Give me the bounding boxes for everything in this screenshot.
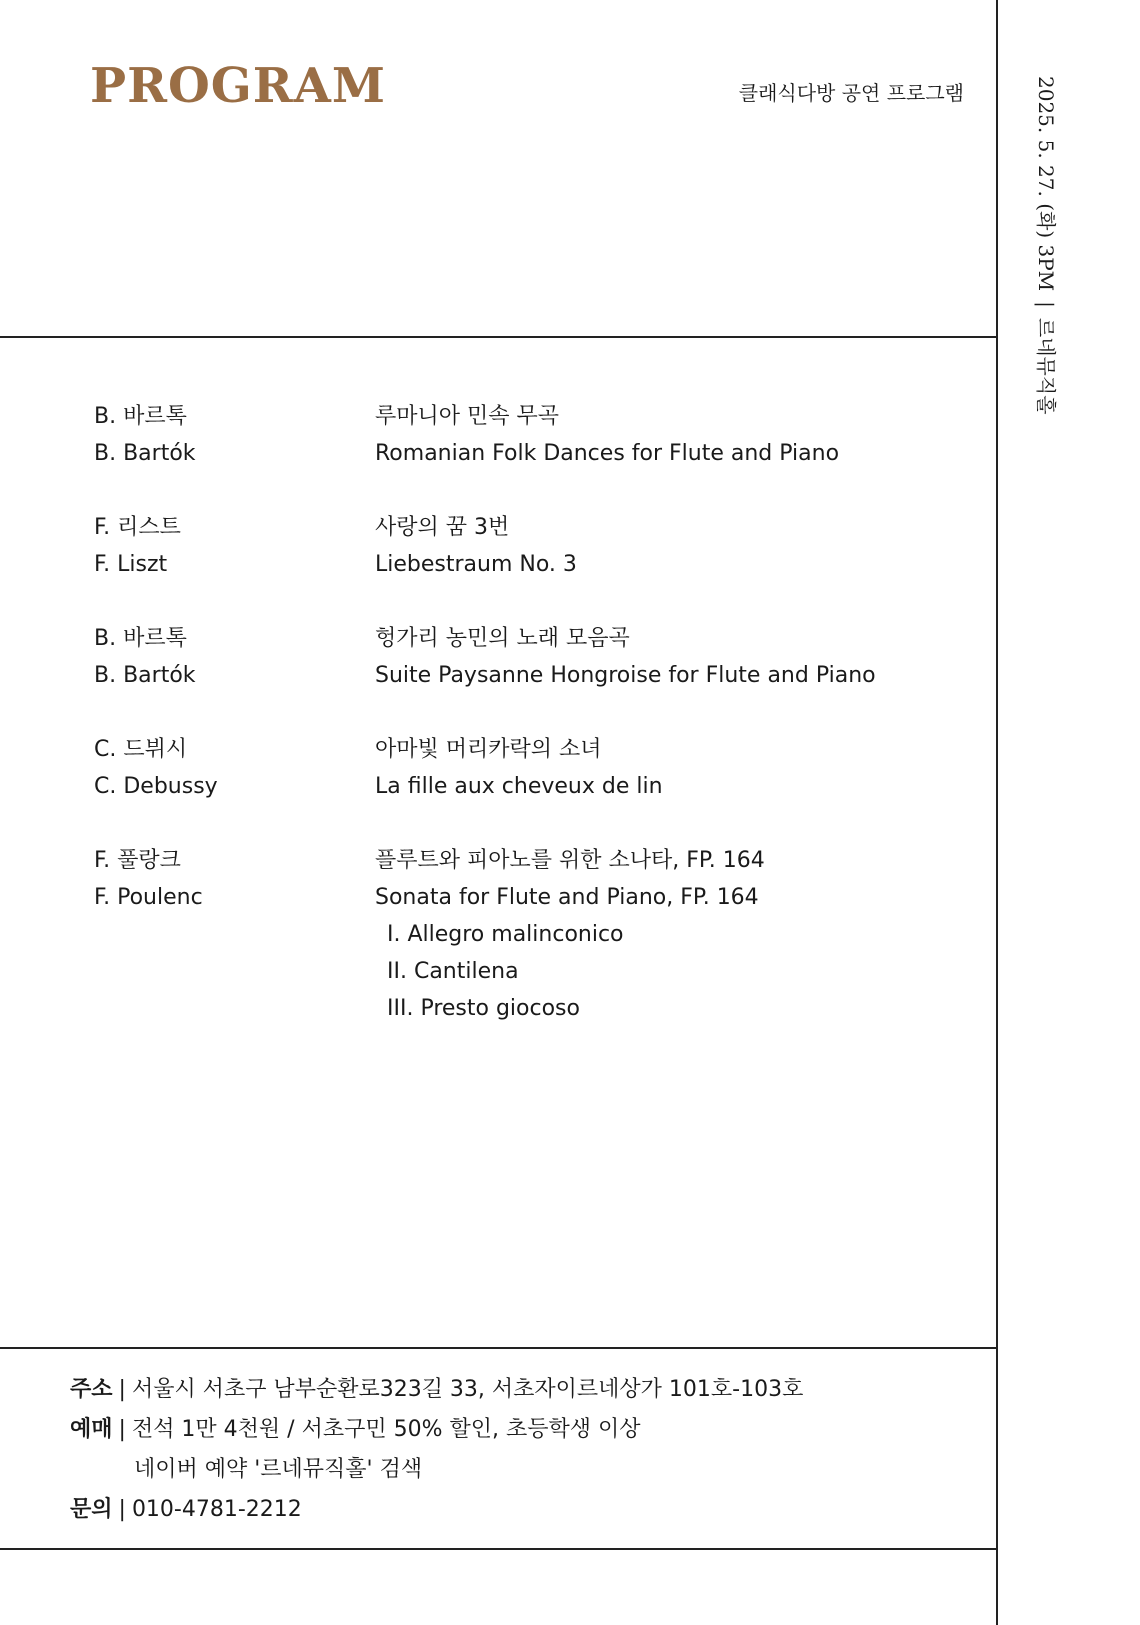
footer-info — [70, 1370, 803, 1530]
program-item — [94, 731, 974, 842]
header-divider — [0, 336, 997, 338]
page-subtitle: 클래식다방 공연 프로그램 — [738, 81, 964, 105]
separator: | — [118, 1497, 126, 1522]
work-title-korean: 아마빛 머리카락의 소녀 — [375, 737, 602, 762]
ticket-row — [70, 1410, 803, 1450]
address-label: 주소 — [70, 1377, 113, 1402]
program-item — [94, 398, 974, 509]
work — [375, 509, 975, 583]
composer-korean: C. 드뷔시 — [94, 737, 188, 762]
movement: II. Cantilena — [387, 959, 519, 984]
vertical-divider — [996, 0, 998, 1625]
composer — [94, 509, 354, 583]
program-list — [94, 398, 974, 1021]
contact-row — [70, 1490, 803, 1530]
composer — [94, 842, 354, 916]
work — [375, 398, 975, 472]
page-title: PROGRAM — [90, 58, 387, 114]
composer — [94, 731, 354, 805]
work — [375, 842, 975, 1027]
composer-english: C. Debussy — [94, 774, 218, 799]
event-date: 2025. 5. 27. (화) 3PM — [1034, 76, 1058, 292]
work-title-english: Sonata for Flute and Piano, FP. 164 — [375, 885, 759, 910]
separator: | — [118, 1377, 126, 1402]
composer-english: F. Liszt — [94, 552, 168, 577]
address-row — [70, 1370, 803, 1410]
work-title-korean: 사랑의 꿈 3번 — [375, 515, 510, 540]
separator: | — [118, 1417, 126, 1442]
event-separator: | — [1034, 301, 1058, 308]
program-item — [94, 509, 974, 620]
composer — [94, 620, 354, 694]
ticket-note: 네이버 예약 '르네뮤직홀' 검색 — [134, 1457, 423, 1482]
event-venue: 르네뮤직홀 — [1034, 317, 1058, 415]
movement: III. Presto giocoso — [387, 996, 580, 1021]
work-title-english: Romanian Folk Dances for Flute and Piano — [375, 441, 840, 466]
composer-english: B. Bartók — [94, 663, 196, 688]
ticket-value: 전석 1만 4천원 / 서초구민 50% 할인, 초등학생 이상 — [131, 1417, 641, 1442]
composer-korean: F. 풀랑크 — [94, 848, 181, 873]
event-date-venue — [1034, 76, 1058, 415]
work — [375, 731, 975, 805]
work-title-korean: 루마니아 민속 무곡 — [375, 404, 560, 429]
movement: I. Allegro malinconico — [387, 922, 624, 947]
composer — [94, 398, 354, 472]
work-title-english: Liebestraum No. 3 — [375, 552, 577, 577]
composer-korean: F. 리스트 — [94, 515, 181, 540]
composer-korean: B. 바르톡 — [94, 626, 187, 651]
ticket-label: 예매 — [70, 1417, 113, 1442]
work-title-english: Suite Paysanne Hongroise for Flute and Piano — [375, 663, 876, 688]
composer-korean: B. 바르톡 — [94, 404, 187, 429]
composer-english: B. Bartók — [94, 441, 196, 466]
composer-english: F. Poulenc — [94, 885, 203, 910]
footer-bottom-divider — [0, 1548, 997, 1550]
work-title-english: La fille aux cheveux de lin — [375, 774, 663, 799]
footer-top-divider — [0, 1347, 997, 1349]
work-title-korean: 플루트와 피아노를 위한 소나타, FP. 164 — [375, 848, 765, 873]
contact-value: 010-4781-2212 — [131, 1497, 302, 1522]
address-value: 서울시 서초구 남부순환로323길 33, 서초자이르네상가 101호-103호 — [131, 1377, 804, 1402]
work — [375, 620, 975, 694]
work-title-korean: 헝가리 농민의 노래 모음곡 — [375, 626, 630, 651]
program-item — [94, 620, 974, 731]
contact-label: 문의 — [70, 1497, 113, 1522]
